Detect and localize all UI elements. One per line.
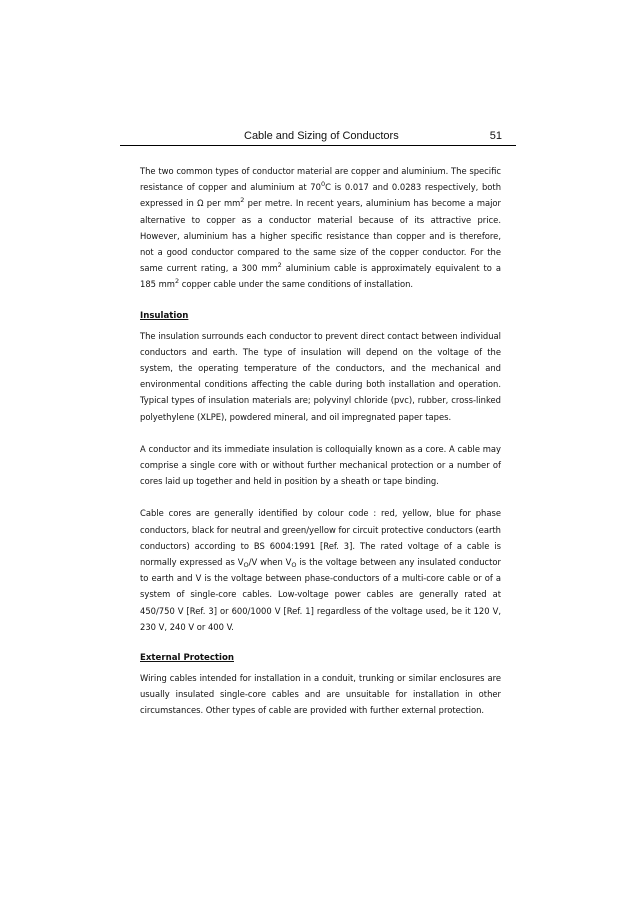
superscript: 0	[320, 180, 326, 189]
page-number: 51	[489, 130, 502, 142]
superscript: 2	[277, 261, 282, 270]
superscript: 2	[240, 196, 245, 205]
text-run: is the voltage between any insulated conductor to earth and V is the voltage between phase-conductors of a multi-core cable or of a system of single-core cables. Low-voltage power cables are generally rated at 450/750 V [Ref. 3] or 600/1000 V [Ref. 1] regardless of the voltage used, be it 120 V, 230 V, 240 V or 400 V.	[140, 557, 502, 632]
document-body	[140, 163, 501, 735]
text-run: C is 0.017 and 0.0283 respectively, both expressed in Ω per mm	[140, 182, 501, 209]
external-protection-heading: External Protection	[140, 653, 234, 664]
insulation-heading: Insulation	[140, 310, 189, 321]
subscript: O	[291, 561, 297, 570]
page-header	[120, 129, 516, 146]
insulation-paragraph-3	[140, 505, 501, 635]
text-run: The two common types of conductor material are copper and aluminium. The specific resistance of copper and aluminium at 70	[140, 166, 501, 193]
text-run: per metre. In recent years, aluminium has become a major alternative to copper as a conductor material because of its attractive price. However, aluminium has a higher specific resistance than copper and is therefore, not a good conductor compared to the same size of the copper conductor. For the same current rating, a 300 mm	[140, 198, 501, 274]
superscript: 2	[174, 277, 180, 286]
external-protection-paragraph: Wiring cables intended for installation in a conduit, trunking or similar enclosures are usually insulated single-core cables and are unsuitable for installation in other circumstances. Other types of cable are provided with further external protection.	[140, 673, 501, 716]
text-run: /V when V	[248, 557, 292, 568]
insulation-paragraph-2: A conductor and its immediate insulation is colloquially known as a core. A cable may comprise a single core with or without further mechanical protection or a number of cores laid up together and held in position by a sheath or tape binding.	[140, 443, 501, 487]
text-run: aluminium cable is approximately equivalent to a 185 mm	[140, 263, 501, 290]
intro-paragraph	[140, 163, 501, 293]
subscript: O	[243, 561, 249, 570]
text-run: copper cable under the same conditions of installation.	[179, 279, 414, 290]
text-run: Cable cores are generally identified by colour code : red, yellow, blue for phase conductors, black for neutral and green/yellow for circuit protective conductors (earth conductors) according to BS 6004:1991 [Ref. 3]. The rated voltage of a cable is normally expressed as V	[140, 508, 501, 568]
insulation-paragraph-1: The insulation surrounds each conductor to prevent direct contact between individual conductors and earth. The type of insulation will depend on the voltage of the system, the operating temperature of the conductors, and the mechanical and environmental conditions affecting the cable during both installation and operation. Typical types of insulation materials are; polyvinyl chloride (pvc), rubber, cross-linked polyethylene (XLPE), powdered mineral, and oil impregnated paper tapes.	[140, 330, 501, 422]
header-title: Cable and Sizing of Conductors	[244, 130, 399, 142]
